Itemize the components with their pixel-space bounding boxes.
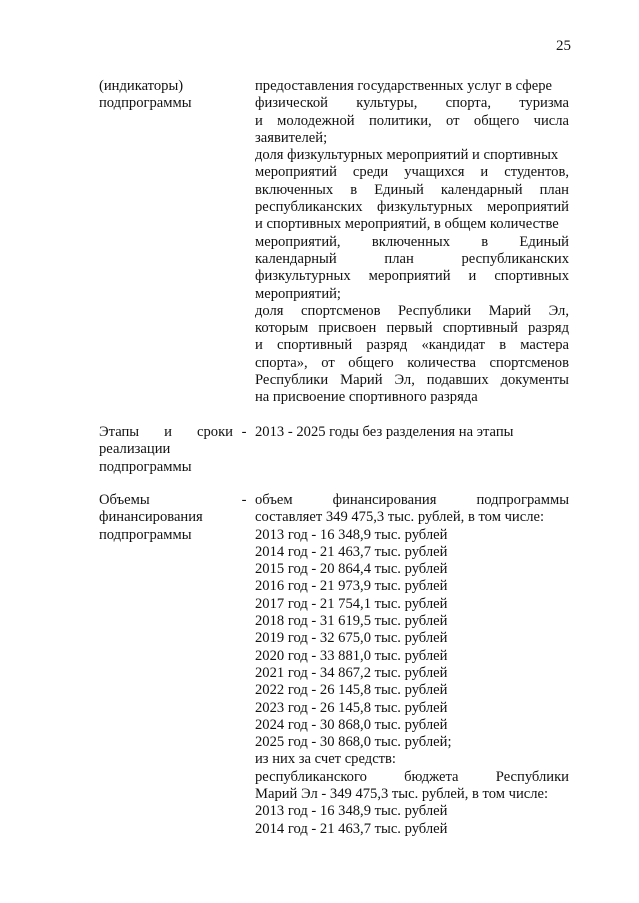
financing-text-line: 2023 год - 26 145,8 тыс. рублей	[255, 699, 448, 716]
indicators-text-line: мероприятий, включенных в Единый	[255, 233, 569, 250]
indicators-text-line: и спортивных мероприятий, в общем количестве	[255, 216, 559, 233]
financing-text-line: 2015 год - 20 864,4 тыс. рублей	[255, 561, 448, 578]
stages-row	[99, 424, 571, 476]
indicators-row	[99, 78, 571, 407]
stages-label-line: подпрограммы	[99, 458, 192, 475]
financing-text-line: 2013 год - 16 348,9 тыс. рублей	[255, 526, 448, 543]
indicators-text-line: включенных в Единый календарный план	[255, 181, 569, 198]
financing-dash: -	[241, 492, 247, 508]
indicators-text-line: которым присвоен первый спортивный разряд	[255, 320, 569, 337]
financing-label-line: финансирования	[99, 509, 203, 526]
indicators-text-line: республиканских физкультурных мероприятий	[255, 199, 569, 216]
financing-text-line: объем финансирования подпрограммы	[255, 492, 569, 508]
indicators-text-line: физической культуры, спорта, туризма	[255, 95, 569, 112]
financing-text-line: республиканского бюджета Республики	[255, 768, 569, 785]
indicators-text-line: доля физкультурных мероприятий и спортивных	[255, 147, 559, 164]
indicators-text-line: Республики Марий Эл, подавших документы	[255, 372, 569, 389]
financing-label-line: подпрограммы	[99, 526, 192, 543]
financing-text-line: 2022 год - 26 145,8 тыс. рублей	[255, 682, 448, 699]
indicators-text-line: и молодежной политики, от общего числа	[255, 112, 569, 129]
indicators-text-line: заявителей;	[255, 129, 328, 146]
indicators-label	[99, 78, 233, 407]
stages-label-line: Этапы и сроки	[99, 424, 233, 440]
financing-text-line: 2024 год - 30 868,0 тыс. рублей	[255, 716, 448, 733]
indicators-text-line: предоставления государственных услуг в сфере	[255, 78, 552, 94]
page-number: 25	[556, 38, 571, 54]
financing-content	[255, 492, 569, 838]
indicators-label-line: подпрограммы	[99, 95, 192, 112]
financing-text-line: 2016 год - 21 973,9 тыс. рублей	[255, 578, 448, 595]
indicators-dash	[233, 78, 255, 407]
indicators-text-line: и спортивный разряд «кандидат в мастера	[255, 337, 569, 354]
financing-text-line: 2025 год - 30 868,0 тыс. рублей;	[255, 734, 452, 751]
indicators-content	[255, 78, 569, 407]
financing-text-line: 2017 год - 21 754,1 тыс. рублей	[255, 595, 448, 612]
stages-content	[255, 424, 569, 476]
indicators-text-line: физкультурных мероприятий и спортивных	[255, 268, 569, 285]
financing-label	[99, 492, 233, 838]
stages-label	[99, 424, 233, 476]
financing-text-line: 2018 год - 31 619,5 тыс. рублей	[255, 613, 448, 630]
financing-text-line: Марий Эл - 349 475,3 тыс. рублей, в том числе:	[255, 786, 549, 803]
indicators-text-line: календарный план республиканских	[255, 250, 569, 267]
financing-label-line: Объемы	[99, 492, 150, 508]
stages-label-line: реализации	[99, 441, 171, 458]
indicators-label-line: (индикаторы)	[99, 78, 184, 94]
financing-row	[99, 492, 571, 838]
indicators-text-line: на присвоение спортивного разряда	[255, 389, 478, 406]
stages-text-line: 2013 - 2025 годы без разделения на этапы	[255, 424, 514, 440]
financing-text-line: 2019 год - 32 675,0 тыс. рублей	[255, 630, 448, 647]
financing-text-line: 2013 год - 16 348,9 тыс. рублей	[255, 803, 448, 820]
indicators-text-line: мероприятий;	[255, 285, 341, 302]
financing-text-line: 2021 год - 34 867,2 тыс. рублей	[255, 664, 448, 681]
indicators-text-line: спорта», от общего количества спортсменов	[255, 354, 569, 371]
financing-text-line: 2014 год - 21 463,7 тыс. рублей	[255, 820, 448, 837]
financing-text-line: 2020 год - 33 881,0 тыс. рублей	[255, 647, 448, 664]
indicators-text-line: доля спортсменов Республики Марий Эл,	[255, 302, 569, 319]
stages-dash: -	[241, 424, 247, 440]
financing-text-line: из них за счет средств:	[255, 751, 396, 768]
financing-text-line: составляет 349 475,3 тыс. рублей, в том числе:	[255, 509, 545, 526]
financing-text-line: 2014 год - 21 463,7 тыс. рублей	[255, 543, 448, 560]
indicators-text-line: мероприятий среди учащихся и студентов,	[255, 164, 569, 181]
